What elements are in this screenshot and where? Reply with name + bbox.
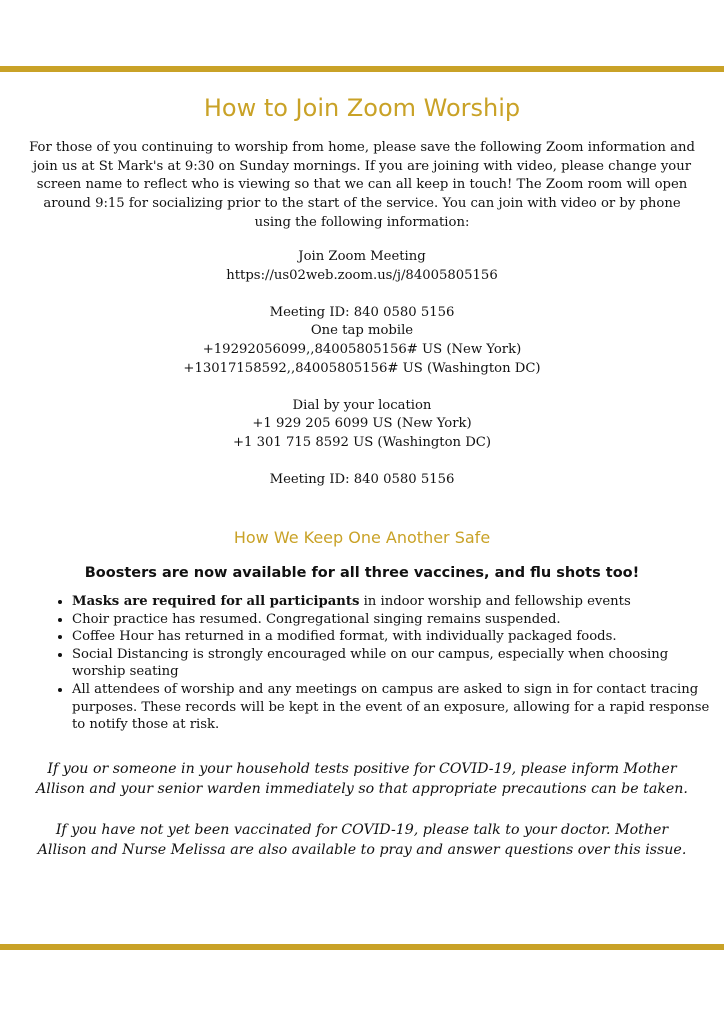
list-item [72,646,712,681]
covid-notice: If you or someone in your household tests positive for COVID-19, please inform Mother Allison and your senior warden immediately so that appropriate precautions can be taken. [36,761,688,797]
list-item-bold: Masks are required for all participants [72,594,360,609]
vaccine-notice: If you have not yet been vaccinated for COVID-19, please talk to your doctor. Mother Allison and Nurse Melissa are also available to pray and answer questions over this issue. [37,822,687,858]
safety-heading: How We Keep One Another Safe [233,528,491,547]
dial-new-york: +1 929 205 6099 US (New York) [252,416,472,432]
top-divider [0,66,724,72]
one-tap-washington: +13017158592,,84005805156# US (Washington DC) [183,360,541,376]
list-item [72,628,712,646]
zoom-link[interactable]: https://us02web.zoom.us/j/84005805156 [226,267,498,283]
intro-paragraph: For those of you continuing to worship from home, please save the following Zoom information and join us at St Mark's at 9:30 on Sunday mornings. If you are joining with video, please change your screen name to reflect who is viewing so that we can all keep in touch! The Zoom room will open around 9:15 for socializing prior to the start of the service. You can join with video or by phone using the following information: [29,140,695,230]
list-item [72,611,712,629]
spacer [0,453,724,472]
list-item [72,681,712,734]
one-tap-new-york: +19292056099,,84005805156# US (New York) [202,341,522,357]
list-item-text: All attendees of worship and any meetings on campus are asked to sign in for contact tracing purposes. These records will be kept in the event of an exposure, allowing for a rapid response to notify those at risk. [72,681,710,733]
list-item-text: in indoor worship and fellowship events [359,594,631,609]
one-tap-label: One tap mobile [310,323,414,339]
spacer [0,285,724,304]
list-item-text: Coffee Hour has returned in a modified format, with individually packaged foods. [72,629,617,645]
list-item-text: Social Distancing is strongly encouraged while on our campus, especially when choosing worship seating [72,646,669,680]
list-item [72,593,712,611]
boosters-notice: Boosters are now available for all three vaccines, and flu shots too! [84,565,640,581]
dial-label: Dial by your location [292,397,432,413]
spacer [0,378,724,397]
safety-list [52,593,712,734]
list-item-text: Choir practice has resumed. Congregational singing remains suspended. [72,611,561,627]
join-zoom-label: Join Zoom Meeting [298,249,426,264]
meeting-id: Meeting ID: 840 0580 5156 [269,304,455,320]
page-title: How to Join Zoom Worship [203,94,521,122]
dial-washington: +1 301 715 8592 US (Washington DC) [232,434,491,450]
zoom-info [0,248,724,490]
bottom-divider [0,944,724,950]
meeting-id-repeat: Meeting ID: 840 0580 5156 [269,472,455,488]
